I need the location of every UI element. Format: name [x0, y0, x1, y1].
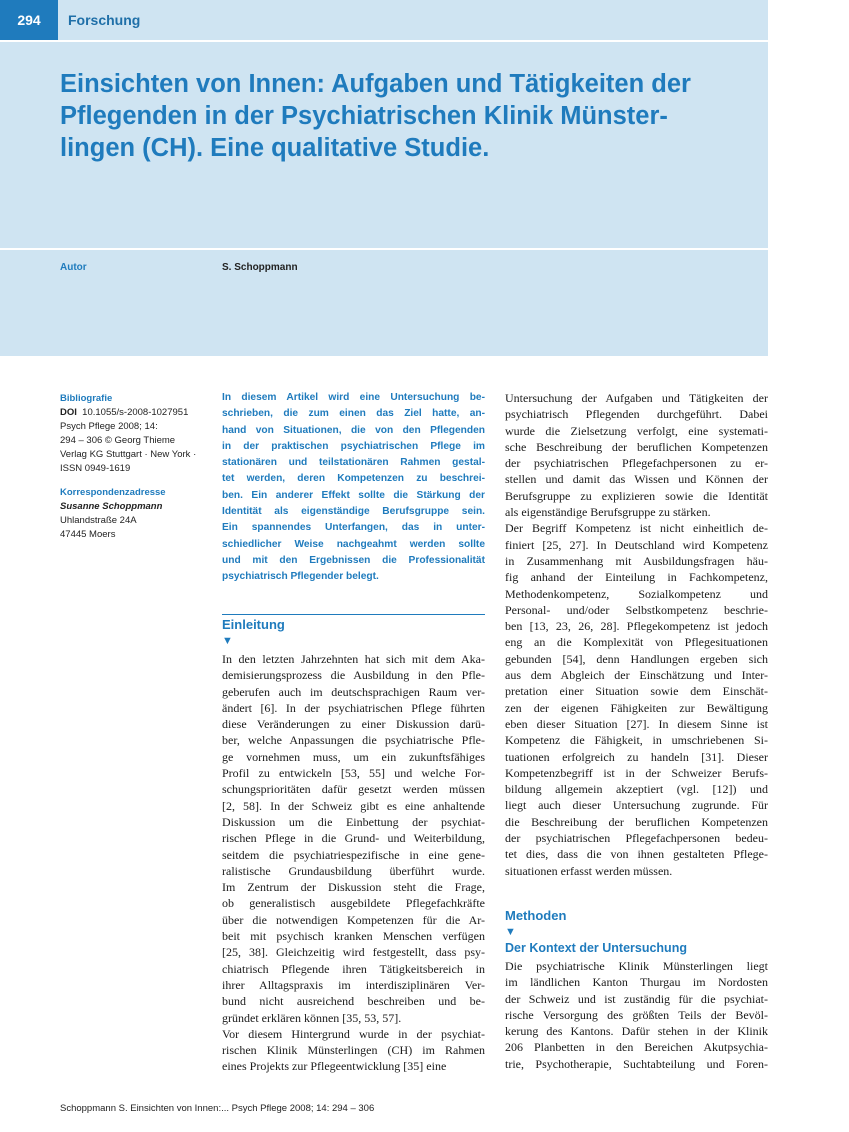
- text-line: über die notwendigen Kompetenzen für die Ar-: [222, 912, 485, 927]
- text-line: diese Veränderungen zu einer Diskussion darü-: [222, 717, 485, 732]
- abstract: [222, 390, 485, 586]
- text-line: eng an die Komplexität von Pflegesituationen: [505, 635, 768, 650]
- bib-line: ISSN 0949-1619: [60, 463, 131, 474]
- text-line: ihrer Alltagspraxis im interdisziplinären Ver-: [222, 977, 485, 992]
- text-line: Untersuchung der Aufgaben und Tätigkeiten der: [505, 391, 768, 405]
- author-name: S. Schoppmann: [222, 262, 298, 273]
- bib-line: Psych Pflege 2008; 14:: [60, 421, 158, 432]
- sidebar: [60, 392, 210, 542]
- text-line: eben dieser Situation [27]. In diesem Sinne ist: [505, 716, 768, 731]
- abstract-line: hand von Situationen, die von den Pflegenden: [222, 424, 485, 436]
- text-line: bund nicht ausreichend beschreiben und be-: [222, 994, 485, 1009]
- text-line: Vor diesem Hintergrund wurde in der psychiat-: [222, 1026, 485, 1041]
- text-line: Diskussion um die Einbettung der psychiat-: [222, 814, 485, 829]
- doi-value: 10.1055/s-2008-1027951: [82, 407, 189, 418]
- text-line: [25, 38]. Gleichzeitig wird festgestellt, dass psy-: [222, 945, 485, 960]
- text-line: Berufsgruppe zu explizieren sowie die Identität: [505, 488, 768, 503]
- paragraph: [222, 651, 485, 1026]
- correspondence-line: Uhlandstraße 24A: [60, 515, 137, 526]
- header-divider: [0, 40, 768, 42]
- text-line: ben [13, 23, 26, 28]. Pflegekompetenz ist jedoch: [505, 619, 768, 634]
- text-line: tet dies, dass die von ihnen gestalteten Pflege-: [505, 847, 768, 862]
- text-line: aus dem Abgleich der Einschätzung und Inter-: [505, 668, 768, 683]
- heading-marker-icon: ▼: [505, 926, 516, 938]
- text-line: In den letzten Jahrzehnten hat sich mit dem Aka-: [222, 652, 485, 666]
- heading-marker-icon: ▼: [222, 635, 233, 647]
- heading-einleitung: Einleitung: [222, 617, 285, 632]
- text-line: der psychiatrischen Pflegefachpersonen zu er-: [505, 456, 768, 471]
- abstract-line: In diesem Artikel wird eine Untersuchung be-: [222, 392, 485, 403]
- text-line: [2, 58]. In der Schweiz gibt es eine anhaltende: [222, 798, 485, 813]
- text-line: bildung allgemein akzeptiert (vgl. [12]) und: [505, 782, 768, 797]
- text-line: schungsprioritäten dafür gesetzt werden müssen: [222, 782, 485, 797]
- column-right-text: [505, 390, 768, 879]
- text-line: im ländlichen Kanton Thurgau im Nordosten: [505, 975, 768, 990]
- correspondence-name: Susanne Schoppmann: [60, 501, 163, 512]
- bibliography-heading: Bibliografie: [60, 393, 113, 404]
- abstract-line: psychiatrisch Pflegender belegt.: [222, 571, 379, 583]
- text-line: eines Projekts zur Pflegeentwicklung [35] eine: [222, 1059, 447, 1074]
- text-line: finiert [25, 27]. In Deutschland wird Kompetenz: [505, 537, 768, 552]
- text-line: rische Versorgung des größten Teils der Bevöl-: [505, 1007, 768, 1022]
- text-line: ralistische Grundausbildung überführt wurde.: [222, 863, 485, 878]
- title-line: lingen (CH). Eine qualitative Studie.: [60, 134, 490, 162]
- text-line: Methodenkompetenz, Sozialkompetenz und: [505, 586, 768, 601]
- text-line: liegt auch dieser Untersuchung zugrunde. Für: [505, 798, 768, 813]
- page-number: 294: [0, 0, 58, 40]
- paragraph: [222, 1026, 485, 1075]
- author-divider: [0, 248, 768, 250]
- header-band: [0, 0, 768, 356]
- text-line: wurde die Zielsetzung verfolgt, eine systemati-: [505, 423, 768, 438]
- correspondence-heading: Korrespondenzadresse: [60, 487, 166, 498]
- text-line: Im Zentrum der Diskussion steht die Frage,: [222, 880, 485, 895]
- text-line: ändert [6]. In der psychiatrischen Pflege führten: [222, 700, 485, 715]
- text-line: situationen erfasst werden müssen.: [505, 863, 673, 878]
- text-line: beit mit psychisch kranken Menschen verfügen: [222, 929, 485, 944]
- text-line: Die psychiatrische Klinik Münsterlingen liegt: [505, 959, 768, 973]
- text-line: die Beschreibung der beruflichen Kompetenzen: [505, 814, 768, 829]
- doi-label: DOI: [60, 407, 77, 418]
- text-line: chiatrisch Pflegende ihren Tätigkeitsbereich in: [222, 961, 485, 976]
- bib-line: Verlag KG Stuttgart · New York ·: [60, 449, 197, 460]
- bib-line: 294 – 306 © Georg Thieme: [60, 435, 176, 446]
- text-line: Kompetenz die Fähigkeit, in umschriebenen Si-: [505, 733, 768, 748]
- paragraph: [505, 958, 768, 1072]
- text-line: fig anhand der Einteilung in Fachkompetenz,: [505, 570, 768, 585]
- abstract-line: in der praktischen psychiatrischen Pflege im: [222, 440, 485, 452]
- paragraph: [505, 390, 768, 520]
- doi-line: [60, 406, 210, 420]
- subheading-kontext: Der Kontext der Untersuchung: [505, 941, 687, 955]
- text-line: trie, Psychotherapie, Suchtabteilung und Foren-: [505, 1056, 768, 1071]
- abstract-line: ben. Ein anderer Effekt sollte die Stärkung der: [222, 489, 485, 501]
- abstract-line: tet werden, deren Kompetenzen zu beschrei-: [222, 473, 485, 485]
- footer-citation: Schoppmann S. Einsichten von Innen:... Psych Pflege 2008; 14: 294 – 306: [60, 1103, 375, 1114]
- abstract-line: Identität als eigenständige Berufsgruppe sein.: [222, 506, 485, 518]
- text-line: zen der eigenen Fähigkeiten zur Bewältigung: [505, 700, 768, 715]
- text-line: als eigenständige Berufsgruppe zu stärken.: [505, 505, 711, 520]
- text-line: geberufen auch im deutschsprachigen Raum ver-: [222, 684, 485, 699]
- title-line: Einsichten von Innen: Aufgaben und Tätigkeiten der: [60, 70, 691, 98]
- abstract-line: stationären und teilstationären Rahmen gestal-: [222, 457, 485, 469]
- text-line: ber, welche Anpassungen die psychiatrische Pfle-: [222, 733, 485, 748]
- text-line: tuationen erfolgreich zu handeln [31]. Dieser: [505, 749, 768, 764]
- text-line: gründet erklären können [35, 53, 57].: [222, 1010, 402, 1025]
- text-line: Kompetenzbegriff ist in der Schweizer Berufs-: [505, 765, 768, 780]
- column-left-text: [222, 651, 485, 1075]
- abstract-line: Ein spannendes Unterfangen, das in unter-: [222, 522, 485, 534]
- text-line: sche Beschreibung der beruflichen Kompetenzen: [505, 439, 768, 454]
- abstract-line: schiedlicher Weise nachgeahmt werden sollte: [222, 538, 485, 550]
- abstract-line: und mit den Ergebnissen die Professionalität: [222, 554, 485, 566]
- text-line: demisierungsprozess die Ausbildung in den Pfle-: [222, 668, 485, 683]
- text-line: rischen Klinik Münsterlingen (CH) im Rahmen: [222, 1043, 485, 1058]
- text-line: kerung des Kantons. Dafür stehen in der Klinik: [505, 1024, 768, 1039]
- text-line: Personal- und/oder Selbstkompetenz beschrie-: [505, 602, 768, 617]
- text-line: gebunden [54], denn Handlungen ergeben sich: [505, 651, 768, 666]
- text-line: 206 Planbetten in den Bereichen Akutpsychia-: [505, 1040, 768, 1055]
- title-line: Pflegenden in der Psychiatrischen Klinik Münster-: [60, 102, 668, 130]
- abstract-line: schrieben, die zum einen das Ziel hatte, an-: [222, 408, 485, 420]
- text-line: Profil zu entwickeln [53, 55] und welche For-: [222, 766, 485, 781]
- section-label: Forschung: [68, 12, 141, 28]
- text-line: rischen Pflege in die Grund- und Weiterbildung,: [222, 831, 485, 846]
- text-line: in Zusammenhang mit Ausbildungsfragen häu-: [505, 553, 768, 568]
- text-line: psychiatrisch Pflegenden durchgeführt. Dabei: [505, 407, 768, 422]
- paragraph: [505, 520, 768, 879]
- text-line: der Schweiz und ist zuständig für die psychiat-: [505, 991, 768, 1006]
- section-rule: [222, 614, 485, 615]
- text-line: stellen und damit das Wissen und Können der: [505, 472, 768, 487]
- correspondence-line: 47445 Moers: [60, 529, 116, 540]
- text-line: pretation einer Situation sowie dem Einschät-: [505, 684, 768, 699]
- text-line: Der Begriff Kompetenz ist nicht einheitlich de-: [505, 521, 768, 536]
- text-line: ge vornehmen muss, um ein zukunftsfähiges: [222, 749, 485, 764]
- column-right-text-methods: [505, 958, 768, 1072]
- text-line: der psychiatrischen Pflegefachpersonen bedeu-: [505, 831, 768, 846]
- heading-methoden: Methoden: [505, 908, 567, 923]
- text-line: seitdem die psychiatriespezifische in eine gene-: [222, 847, 485, 862]
- text-line: ob generalistisch ausgebildete Pflegefachkräfte: [222, 896, 485, 911]
- article-title: [60, 68, 760, 164]
- author-label: Autor: [60, 262, 87, 273]
